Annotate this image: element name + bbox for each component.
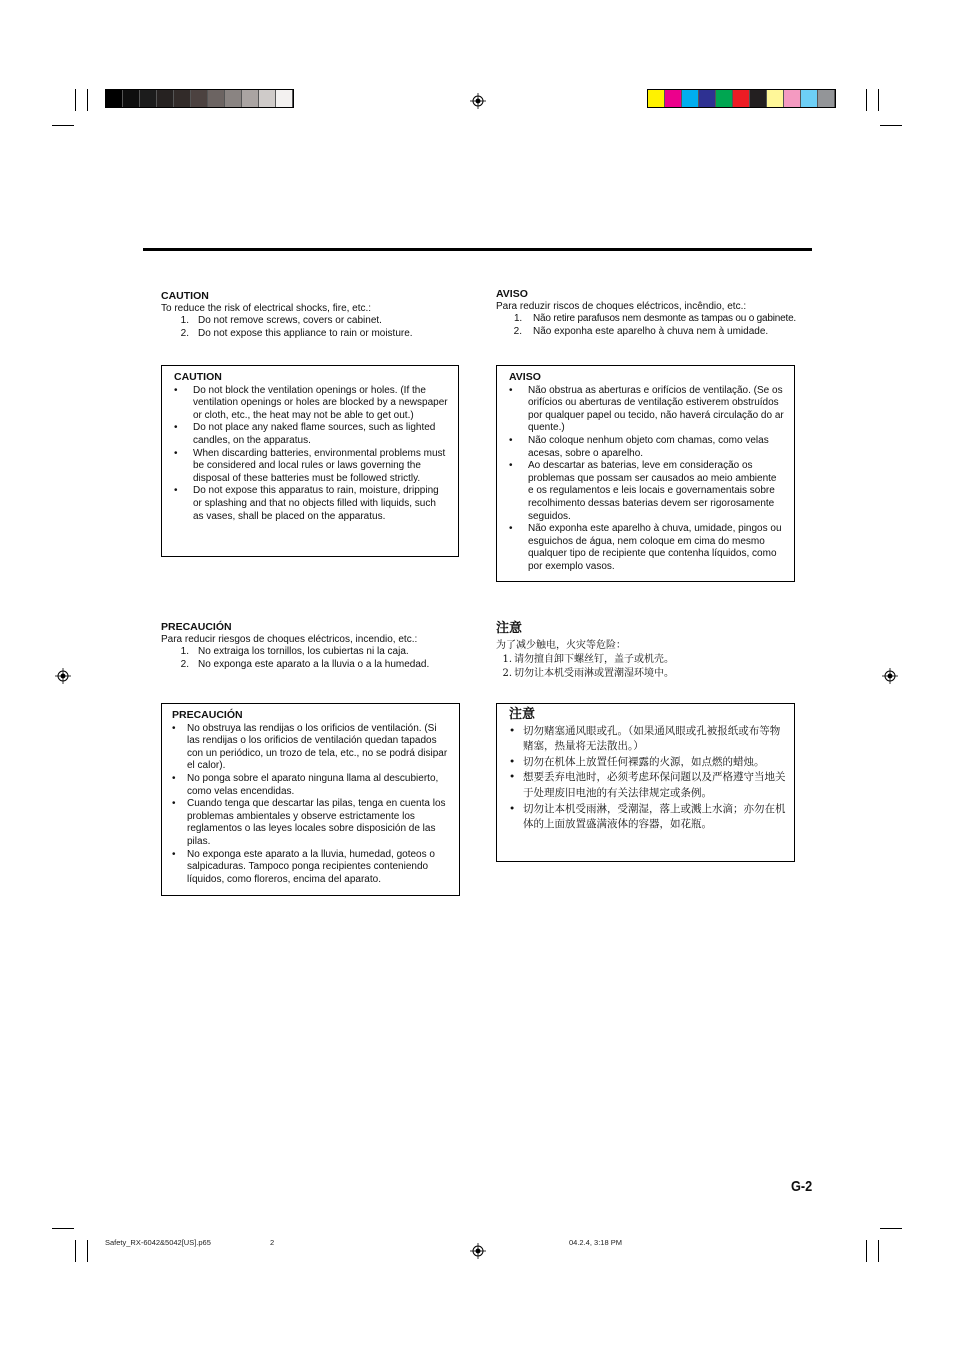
color-swatch	[174, 90, 191, 107]
en-intro: To reduce the risk of electrical shocks, fire, etc.:	[161, 302, 372, 314]
zh-heading: 注意	[496, 621, 523, 636]
color-swatch	[818, 90, 835, 107]
list-item: • Não obstrua as aberturas e orifícios de ventilação. (Se os orifícios ou aberturas de ventilação estiverem obstruídos por qualquer papel ou tecido, não haverá circulação do ar quente.)	[509, 384, 784, 434]
pt-intro: Para reduzir riscos de choques eléctricos, incêndio, etc.:	[496, 300, 747, 312]
zh-intro: 为了减少触电，火灾等危险：	[496, 640, 626, 651]
pt-aviso-box	[496, 365, 795, 582]
crop-mark	[880, 125, 902, 126]
page-number: G-2	[791, 1178, 813, 1195]
color-swatch	[801, 90, 818, 107]
crop-mark	[52, 1228, 74, 1229]
en-box-heading: CAUTION	[174, 371, 222, 383]
registration-mark-icon	[882, 668, 898, 684]
pt-box-heading: AVISO	[509, 371, 541, 383]
list-item: • No ponga sobre el aparato ninguna llama al descubierto, como velas encendidas.	[172, 772, 439, 797]
grayscale-calibration-bar	[105, 89, 294, 108]
list-item: • 切勿赌塞通风眼或孔。（如果通风眼或孔被报纸或布等物赌塞，热量将无法散出。）	[509, 724, 781, 753]
list-item: • 切勿让本机受雨淋，受潮湿，落上或溅上水滴；亦勿在机体的上面放置盛满液体的容器，如花瓶。	[509, 802, 786, 831]
color-swatch	[123, 90, 140, 107]
color-swatch	[648, 90, 665, 107]
color-swatch	[140, 90, 157, 107]
zh-caution-section	[496, 622, 796, 681]
crop-mark	[75, 89, 76, 111]
color-swatch	[750, 90, 767, 107]
crop-mark	[75, 1240, 76, 1262]
list-item: • 切勿在机体上放置任何裸露的火源，如点燃的蜡烛。	[509, 755, 765, 768]
list-item: • No exponga este aparato a la lluvia, humedad, goteos o salpicaduras. Tampoco ponga recipientes conteniendo líquidos, como floreros, encima del aparato.	[172, 848, 435, 885]
list-item: • Não coloque nenhum objeto com chamas, como velas acesas, sobre o aparelho.	[509, 434, 769, 459]
list-item: 1. Do not remove screws, covers or cabinet.	[180, 315, 382, 327]
crop-mark	[52, 125, 74, 126]
color-swatch	[157, 90, 174, 107]
list-item: • Do not place any naked flame sources, such as lighted candles, on the apparatus.	[174, 422, 436, 446]
list-item: • Cuando tenga que descartar las pilas, tenga en cuenta los problemas ambientales y observe estrictamente los reglamentos o las leyes locales sobre disposición de las pilas.	[172, 798, 446, 847]
color-swatch	[106, 90, 123, 107]
es-precaucion-section	[161, 621, 461, 672]
color-swatch	[208, 90, 225, 107]
crop-mark	[866, 89, 867, 111]
color-swatch	[682, 90, 699, 107]
list-item: • Do not expose this apparatus to rain, moisture, dripping or splashing and that no objects filled with liquids, such as vases, shall be placed on the apparatus.	[174, 485, 439, 522]
color-swatch	[242, 90, 259, 107]
en-caution-box	[161, 365, 459, 557]
color-swatch	[784, 90, 801, 107]
crop-mark	[866, 1240, 867, 1262]
en-caution-section	[161, 290, 461, 341]
crop-mark	[878, 89, 879, 111]
list-item: 2. No exponga este aparato a la lluvia o a la humedad.	[180, 659, 430, 671]
crop-mark	[878, 1240, 879, 1262]
list-item: • 想要丢弃电池时，必须考虑环保问题以及严格遵守当地关于处理废旧电池的有关法律规定或条例。	[509, 771, 786, 799]
list-item: 2. Não exponha este aparelho à chuva nem à umidade.	[513, 326, 769, 338]
color-swatch	[716, 90, 733, 107]
footer-page: 2	[270, 1238, 275, 1247]
color-calibration-bar	[647, 89, 836, 108]
color-swatch	[225, 90, 242, 107]
pt-aviso-section	[496, 288, 816, 339]
es-heading: PRECAUCIÓN	[161, 621, 232, 633]
header-rule	[143, 248, 812, 251]
list-item: 1. Não retire parafusos nem desmonte as tampas ou o gabinete.	[514, 313, 797, 325]
list-item: 2. 切勿让本机受雨淋或置潮湿环境中。	[502, 668, 674, 679]
color-swatch	[665, 90, 682, 107]
list-item: • When discarding batteries, environmental problems must be considered and local rules or laws governing the disposal of these batteries must be followed strictly.	[174, 447, 446, 484]
registration-mark-icon	[55, 668, 71, 684]
color-swatch	[733, 90, 750, 107]
zh-box-heading: 注意	[509, 707, 536, 722]
color-swatch	[191, 90, 208, 107]
en-heading: CAUTION	[161, 290, 209, 302]
list-item: 1. No extraiga los tornillos, los cubiertas ni la caja.	[180, 646, 409, 658]
footer-filename: Safety_RX-6042&5042[US].p65	[105, 1238, 211, 1247]
color-swatch	[276, 90, 293, 107]
pt-heading: AVISO	[496, 288, 528, 300]
es-box-heading: PRECAUCIÓN	[172, 709, 243, 721]
color-swatch	[259, 90, 276, 107]
crop-mark	[87, 89, 88, 111]
crop-mark	[87, 1240, 88, 1262]
registration-mark-icon	[470, 93, 486, 109]
list-item: • Do not block the ventilation openings or holes. (If the ventilation openings or holes are blocked by a newspaper or cloth, etc., the heat may not be able to get out.)	[174, 384, 448, 421]
footer-date: 04.2.4, 3:18 PM	[569, 1238, 622, 1247]
zh-caution-box	[496, 703, 795, 862]
crop-mark	[880, 1228, 902, 1229]
es-precaucion-box	[161, 703, 460, 896]
registration-mark-icon	[470, 1243, 486, 1259]
es-intro: Para reducir riesgos de choques eléctricos, incendio, etc.:	[161, 633, 418, 645]
color-swatch	[767, 90, 784, 107]
color-swatch	[699, 90, 716, 107]
list-item: 2. Do not expose this appliance to rain or moisture.	[180, 328, 413, 340]
list-item: • Ao descartar as baterias, leve em consideração os problemas que possam ser causados ao meio ambiente e os regulamentos e leis locais e governamentais sobre recolhimento dessas baterias devem ser rigorosamente seguidos.	[509, 460, 777, 522]
list-item: • Não exponha este aparelho à chuva, umidade, pingos ou esguichos de água, nem coloque em cima do mesmo qualquer tipo de recipiente que contenha líquidos, como por exemplo vasos.	[509, 523, 782, 572]
list-item: 1. 请勿擅自卸下螺丝钉，盖子或机壳。	[502, 654, 674, 665]
list-item: • No obstruya las rendijas o los orificios de ventilación. (Si las rendijas o los orificios de ventilación quedan tapados con un periódico, un trozo de tela, etc., no se podrá disipar el calor).	[172, 722, 448, 772]
